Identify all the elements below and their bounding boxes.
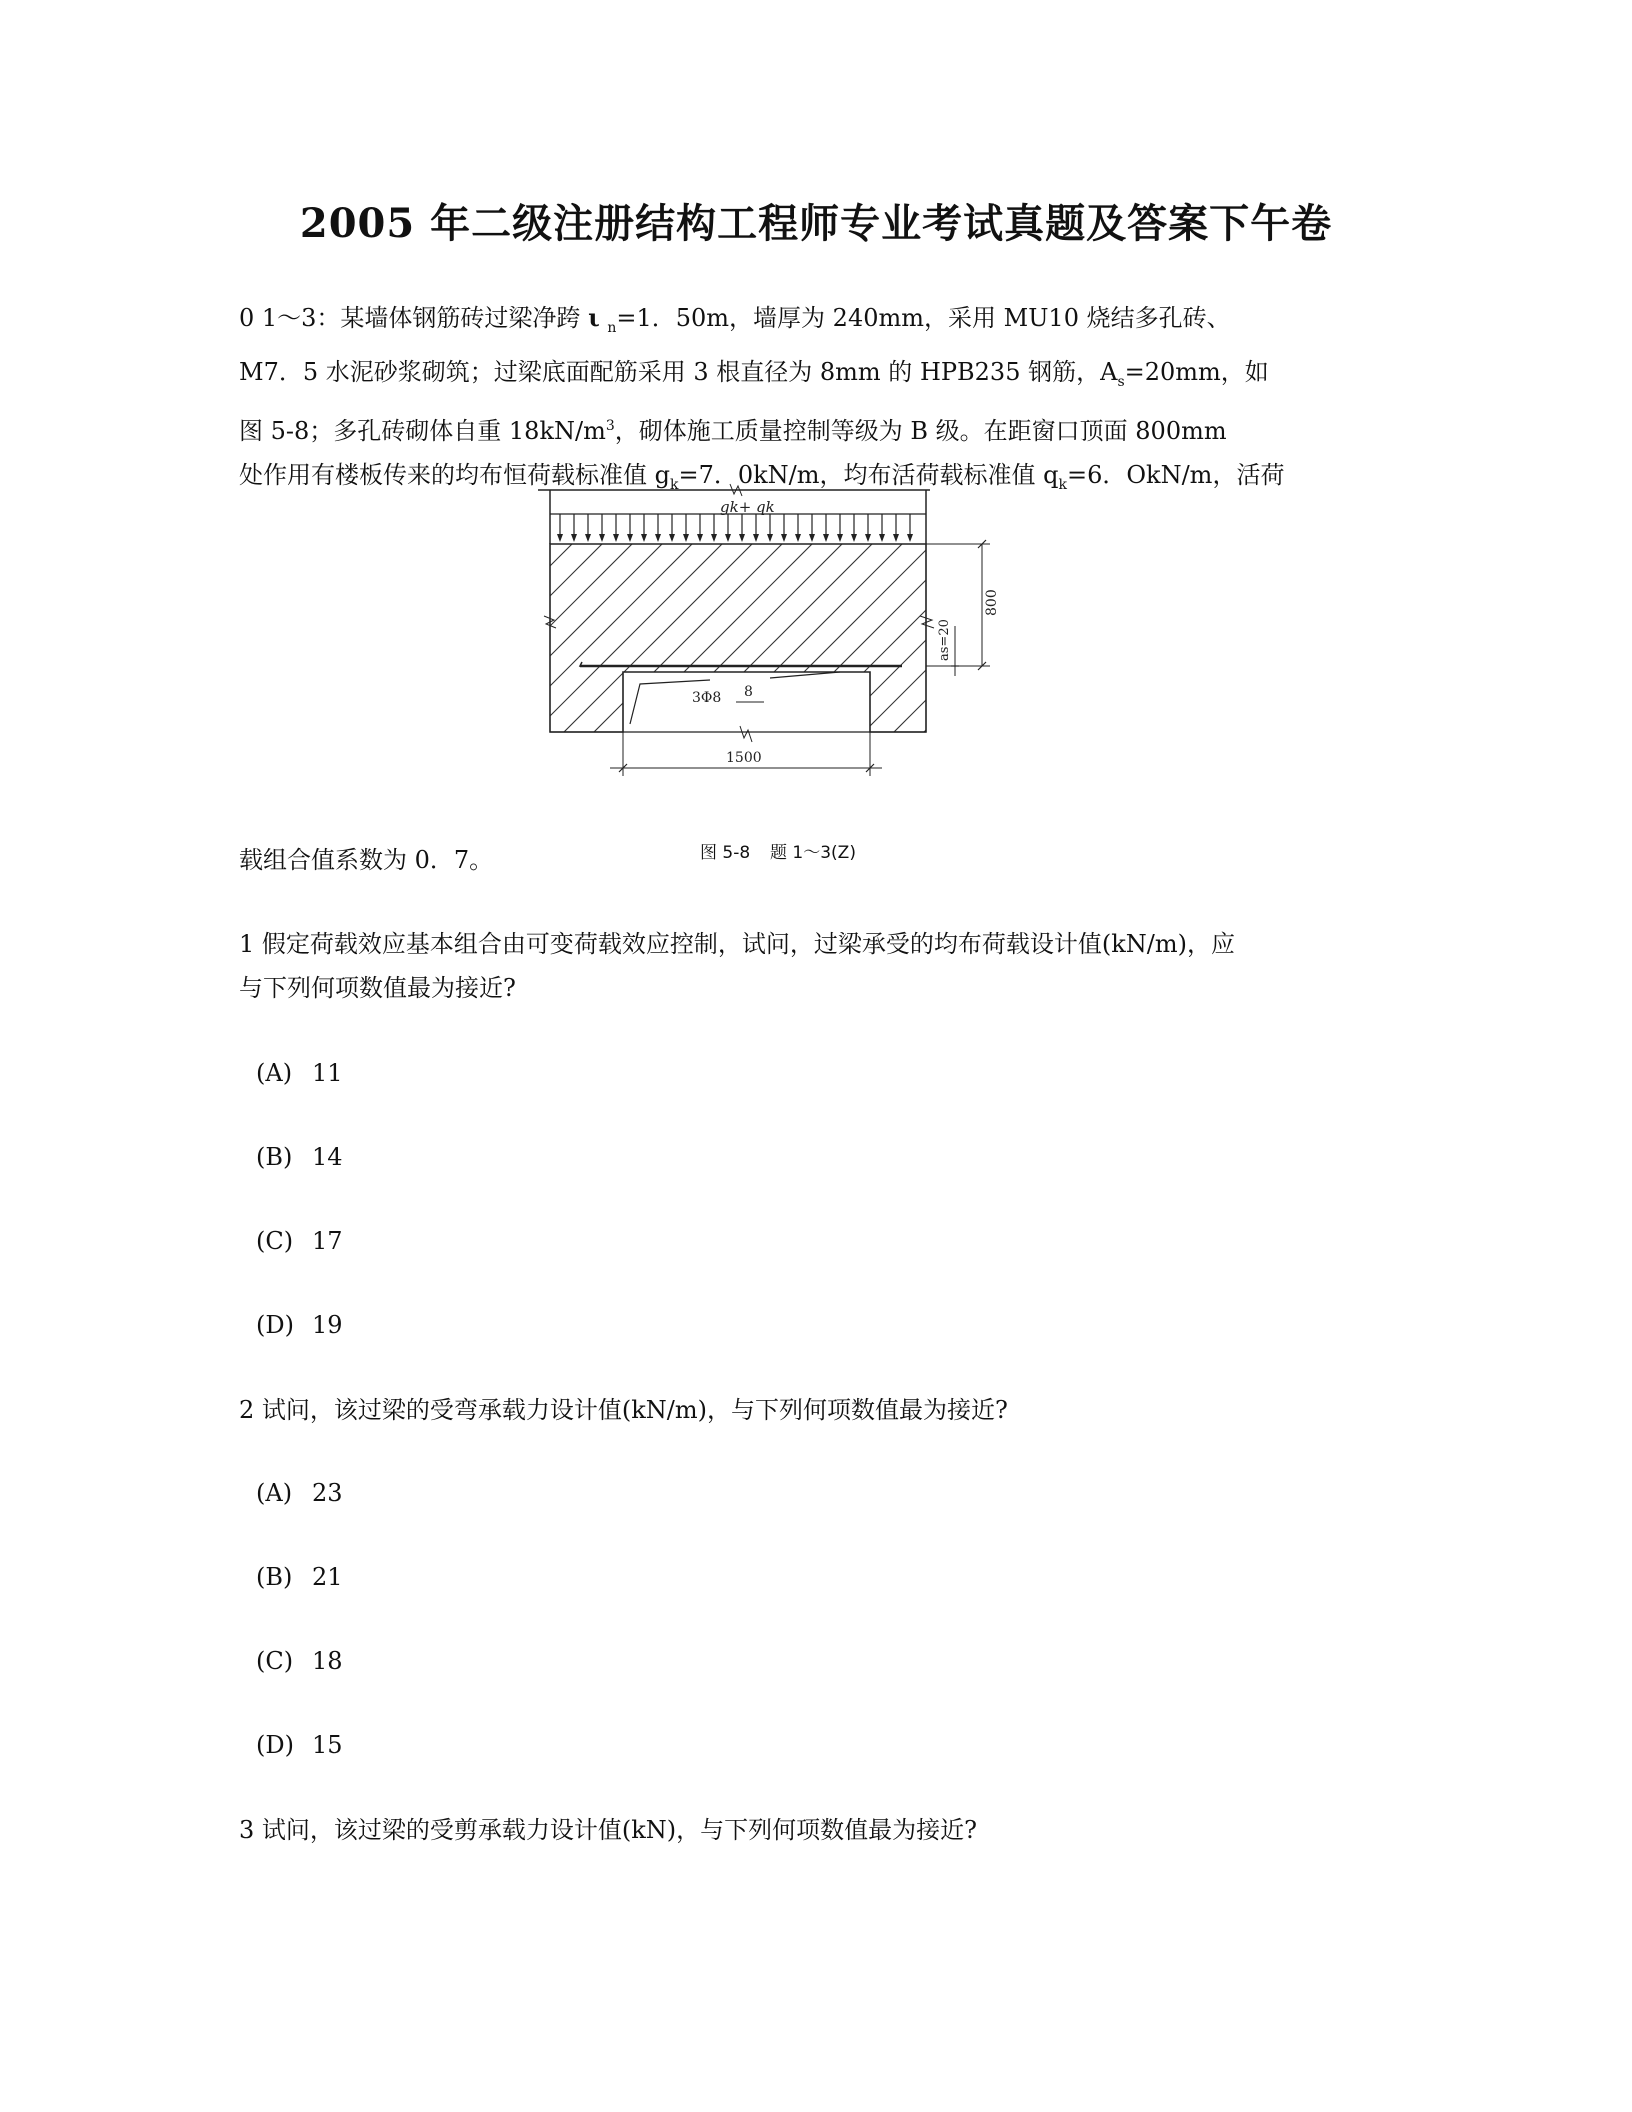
option-d[interactable]: [256, 1730, 343, 1760]
option-value: 15: [312, 1731, 343, 1759]
option-label: (B): [256, 1143, 293, 1171]
option-b[interactable]: [256, 1142, 343, 1172]
option-c[interactable]: [256, 1646, 343, 1676]
option-value: 23: [312, 1479, 343, 1507]
option-value: 18: [312, 1647, 343, 1675]
option-label: (D): [256, 1311, 294, 1339]
dim-1500: 1500: [726, 750, 762, 766]
option-label: (B): [256, 1563, 293, 1591]
rebar-number: 8: [744, 684, 753, 700]
as-label: as=20: [937, 619, 952, 661]
option-value: 14: [312, 1143, 343, 1171]
option-label: (A): [256, 1479, 293, 1507]
intro-line: 图 5-8；多孔砖砌体自重 $18kN/m^3$，砌体施工质量控制等级为 B 级。在距窗口顶面 800mm: [239, 416, 1227, 445]
option-value: 11: [312, 1059, 343, 1087]
question-2: [239, 1388, 1399, 1432]
option-a[interactable]: [256, 1478, 343, 1508]
page-title: 2005 年二级注册结构工程师专业考试真题及答案下午卷: [299, 200, 1333, 247]
option-a[interactable]: [256, 1058, 343, 1088]
problem-statement: [239, 296, 1399, 506]
question-text: 1 假定荷载效应基本组合由可变荷载效应控制，试问，过梁承受的均布荷载设计值(kN/m)，应: [239, 930, 1236, 958]
dim-800: 800: [984, 589, 1000, 616]
load-label: gk+ qk: [720, 498, 775, 516]
intro-line: 处作用有楼板传来的均布恒荷载标准值 $g_k=7$．0kN/m，均布活荷载标准值 $q_k=6$．OkN/m，活荷: [239, 460, 1285, 493]
option-c[interactable]: [256, 1226, 343, 1256]
caption-reference: 题 1～3(Z): [770, 843, 856, 863]
option-d[interactable]: [256, 1310, 343, 1340]
question-text: 与下列何项数值最为接近?: [239, 974, 516, 1002]
question-3: [239, 1808, 1399, 1852]
option-value: 21: [312, 1563, 343, 1591]
intro-line: 0 1～3：某墙体钢筋砖过梁净跨 ι $_n$=1．50m，墙厚为 240mm，采用 MU10 烧结多孔砖、: [239, 303, 1231, 336]
question-1: [239, 922, 1399, 1010]
intro-line: M7．5 水泥砂浆砌筑；过梁底面配筋采用 3 根直径为 8mm 的 HPB235 钢筋，$A_s=20mm$，如: [239, 357, 1269, 390]
rebar-label: 3Φ8: [692, 690, 722, 706]
question-text: 2 试问，该过梁的受弯承载力设计值(kN/m)，与下列何项数值最为接近?: [239, 1396, 1008, 1424]
option-value: 19: [312, 1311, 343, 1339]
option-label: (C): [256, 1227, 294, 1255]
caption-figure-number: 图 5-8: [700, 843, 751, 863]
lintel-figure: [530, 476, 1010, 866]
option-label: (A): [256, 1059, 293, 1087]
option-value: 17: [312, 1227, 343, 1255]
question-text: 3 试问，该过梁的受剪承载力设计值(kN)，与下列何项数值最为接近?: [239, 1816, 978, 1844]
option-label: (D): [256, 1731, 294, 1759]
option-label: (C): [256, 1647, 294, 1675]
option-b[interactable]: [256, 1562, 343, 1592]
intro-line-last: 载组合值系数为 0．7。: [239, 846, 494, 874]
